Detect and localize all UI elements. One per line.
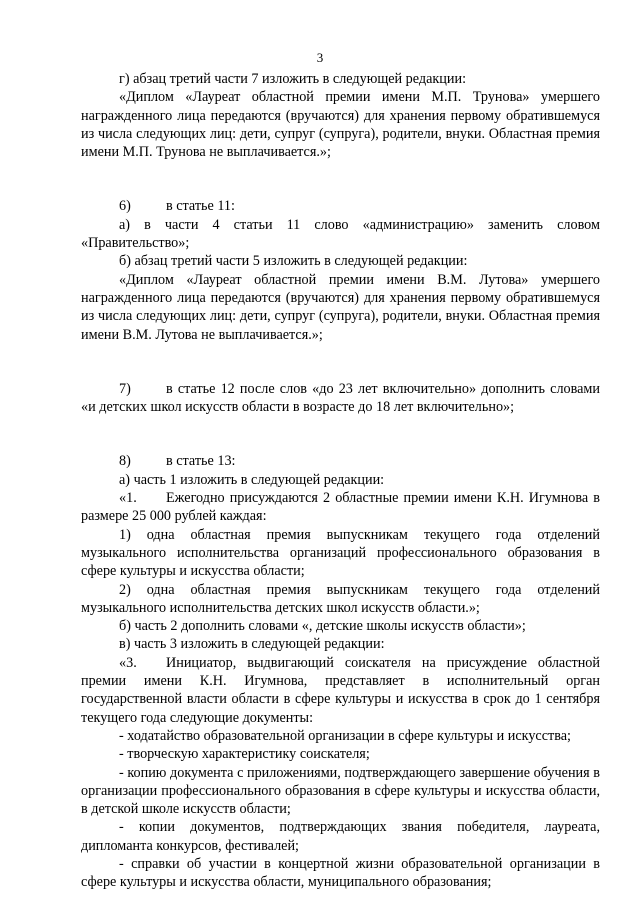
document-list-item: - творческую характеристику соискателя; <box>119 746 370 763</box>
item-8-part1 <box>81 489 600 526</box>
item-8-title: в статье 13: <box>166 453 236 470</box>
item-8-part3 <box>81 654 600 727</box>
item-8-part1-number: «1. <box>119 490 137 507</box>
item-6-number: 6) <box>119 198 131 215</box>
document-list-item: - ходатайство образовательной организации в сфере культуры и искусства; <box>119 727 571 744</box>
item-7-text: в статье 12 после слов «до 23 лет включительно» дополнить словами «и детских школ искусств области в возрасте до 18 лет включительно»; <box>81 380 600 416</box>
item-8-v: в) часть 3 изложить в следующей редакции: <box>119 636 385 653</box>
item-8-number: 8) <box>119 453 131 470</box>
document-list-item: - копии документов, подтверждающих звания победителя, лауреата, дипломанта конкурсов, фестивалей; <box>81 819 600 854</box>
item-8-part1-point2: 2) одна областная премия выпускникам текущего года отделений музыкального исполнительства детских школ искусств области.»; <box>81 581 600 616</box>
document-list-item: - копию документа с приложениями, подтверждающего завершение обучения в организации профессионального образования в сфере культуры и искусства области, в детской школе искусств области; <box>81 764 600 818</box>
document-body <box>81 70 600 892</box>
item-8-part3-text: Инициатор, выдвигающий соискателя на присуждение областной премии имени К.Н. Игумнова, представляет в исполнительный орган государственной власти области в сфере культуры и искусства в срок до 1 сентября текущего года следующие документы: <box>81 654 600 726</box>
item-8 <box>81 452 600 470</box>
item-6 <box>81 197 600 215</box>
item-8-part1-point1: 1) одна областная премия выпускникам текущего года отделений музыкального исполнительства организаций профессионального образования в сфере культуры и искусства области; <box>81 526 600 580</box>
item-6-b: б) абзац третий части 5 изложить в следующей редакции: <box>119 253 468 270</box>
item-7-number: 7) <box>119 380 131 397</box>
item-6-quote: «Диплом «Лауреат областной премии имени В.М. Лутова» умершего награжденного лица передаются (вручаются) для хранения первому обратившемуся из числа следующих лиц: дети, супруг (супруга), родители, внуки. Областная премия имени В.М. Лутова не выплачивается.»; <box>81 271 600 343</box>
item-8-part3-number: «3. <box>119 654 137 671</box>
item-8-a: а) часть 1 изложить в следующей редакции: <box>119 471 385 488</box>
subsection-g-heading: г) абзац третий части 7 изложить в следующей редакции: <box>119 71 467 87</box>
subsection-g-quote: «Диплом «Лауреат областной премии имени М.П. Трунова» умершего награжденного лица передаются (вручаются) для хранения первому обратившемуся из числа следующих лиц: дети, супруг (супруга), родители, внуки. Областная премия имени М.П. Трунова не выплачивается.»; <box>81 89 600 161</box>
document-list-item: - справки об участии в концертной жизни образовательной организации в сфере культуры и искусства области, муниципального образования; <box>81 855 600 891</box>
page-number: 3 <box>316 50 324 65</box>
item-8-b: б) часть 2 дополнить словами «, детские школы искусств области»; <box>119 618 526 635</box>
item-7 <box>81 380 600 417</box>
item-6-a: а) в части 4 статьи 11 слово «администрацию» заменить словом «Правительство»; <box>81 216 600 252</box>
item-8-part1-text: Ежегодно присуждаются 2 областные премии имени К.Н. Игумнова в размере 25 000 рублей каждая: <box>81 490 600 525</box>
item-6-title: в статье 11: <box>166 198 235 215</box>
